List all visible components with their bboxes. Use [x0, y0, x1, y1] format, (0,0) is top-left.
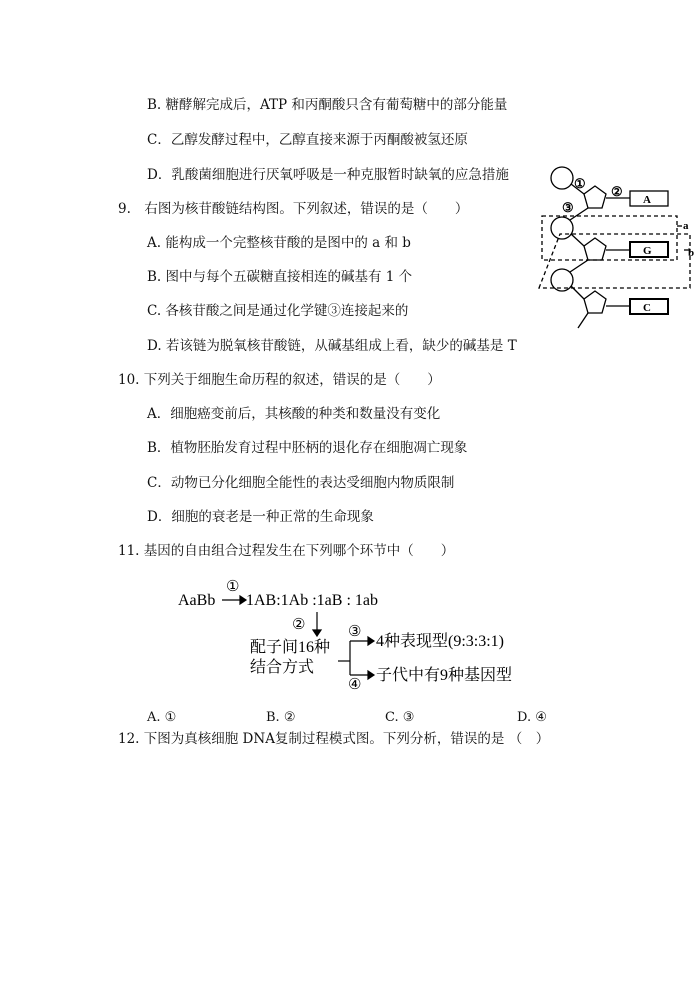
- arrow-head: [368, 671, 374, 679]
- q11-choice-a: A. ①: [147, 710, 177, 725]
- q11-choice-c: C. ③: [385, 710, 415, 725]
- phosphate-circle: [551, 217, 573, 239]
- q11-choice-b: B. ②: [266, 710, 296, 725]
- prev-option-c: C．乙醇发酵过程中，乙醇直接来源于丙酮酸被氢还原: [147, 132, 468, 148]
- base-g: G: [643, 245, 652, 257]
- q10-option-c: C．动物已分化细胞全能性的表达受细胞内物质限制: [147, 475, 455, 491]
- step-3-mark: ③: [348, 624, 362, 640]
- result-genotypes: 子代中有9种基因型: [376, 667, 513, 684]
- q9-stem: 9. 右图为核苷酸链结构图。下列叙述，错误的是（ ）: [118, 201, 469, 217]
- q10-option-a: A．细胞癌变前后，其核酸的种类和数量没有变化: [147, 406, 441, 422]
- prev-option-b: B. 糖酵解完成后，ATP 和丙酮酸只含有葡萄糖中的部分能量: [147, 97, 508, 113]
- combination-text-2: 结合方式: [250, 659, 315, 676]
- q10-option-d: D．细胞的衰老是一种正常的生命现象: [147, 509, 374, 525]
- q11-choice-d: D. ④: [517, 710, 547, 725]
- q9-option-a: A. 能构成一个完整核苷酸的是图中的 a 和 b: [147, 235, 411, 251]
- arrow-head: [313, 630, 321, 636]
- q9-option-b: B. 图中与每个五碳糖直接相连的碱基有 1 个: [147, 269, 413, 285]
- prev-option-d: D．乳酸菌细胞进行厌氧呼吸是一种克服暂时缺氧的应急措施: [147, 167, 509, 183]
- base-a: A: [643, 194, 651, 206]
- pentose-sugar: [584, 186, 606, 208]
- q12-stem: 12. 下图为真核细胞 DNA复制过程模式图。下列分析，错误的是 （ ）: [118, 731, 550, 747]
- step-4-mark: ④: [348, 677, 362, 693]
- nucleotide-chain-figure: [532, 160, 696, 335]
- combination-text-1: 配子间16种: [250, 639, 331, 656]
- pentose-sugar: [584, 291, 606, 313]
- gene-combination-diagram: [170, 572, 540, 700]
- q9-option-c: C. 各核苷酸之间是通过化学键③连接起来的: [147, 303, 409, 319]
- pentose-sugar: [584, 238, 606, 260]
- q9-option-d: D. 若该链为脱氧核苷酸链，从碱基组成上看，缺少的碱基是 T: [147, 338, 517, 354]
- dashed-box-a: [542, 216, 677, 260]
- parent-genotype: AaBb: [178, 592, 216, 609]
- q11-stem: 11. 基因的自由组合过程发生在下列哪个环节中（ ）: [118, 543, 455, 559]
- gamete-ratio: 1AB:1Ab :1aB : 1ab: [246, 592, 378, 609]
- q10-stem: 10. 下列关于细胞生命历程的叙述，错误的是（ ）: [118, 372, 441, 388]
- phosphate-circle: [551, 269, 573, 291]
- arrow-head: [368, 637, 374, 645]
- box-label-a: a: [683, 220, 689, 232]
- box-label-b: b: [688, 247, 695, 259]
- mark-2: ②: [611, 184, 623, 199]
- step-1-mark: ①: [226, 579, 240, 595]
- step-2-mark: ②: [292, 617, 306, 633]
- q10-option-b: B．植物胚胎发育过程中胚柄的退化存在细胞凋亡现象: [147, 440, 468, 456]
- base-c: C: [643, 302, 651, 314]
- mark-3: ③: [562, 200, 574, 215]
- mark-1: ①: [574, 176, 586, 191]
- result-phenotypes: 4种表现型(9:3:3:1): [376, 633, 504, 650]
- phosphate-circle: [551, 167, 573, 189]
